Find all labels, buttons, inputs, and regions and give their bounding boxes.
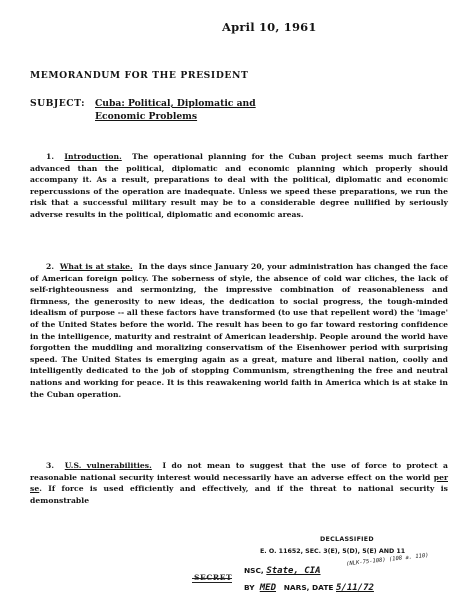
subject-label: SUBJECT: <box>30 98 85 109</box>
declassification-by-line <box>244 583 374 593</box>
paragraph-number: 2. <box>46 262 55 271</box>
paragraph-heading: What is at stake. <box>59 262 133 271</box>
subject-line-2: Economic Problems <box>95 111 198 122</box>
paragraph-us-vulnerabilities <box>30 460 448 506</box>
memo-title: MEMORANDUM FOR THE PRESIDENT <box>30 70 249 81</box>
paragraph-body: I do not mean to suggest that the use of force to protect a reasonable national security interest would necessarily have an adverse effect on the world <box>30 461 448 482</box>
paragraph-body-continued: . If force is used efficiently and effectively, and if the threat to national security is demonstrable <box>30 484 448 505</box>
paragraph-what-is-at-stake <box>30 261 448 400</box>
paragraph-introduction <box>30 151 448 221</box>
paragraph-heading: U.S. vulnerabilities. <box>64 461 152 470</box>
memo-date: April 10, 1961 <box>222 20 317 34</box>
handwritten-reference-note: (NLK-75-108) (108 a. 110) <box>345 552 429 568</box>
paragraph-number: 3. <box>46 461 55 470</box>
by-label: BY <box>244 583 255 592</box>
stamp-strikethrough-line <box>192 582 232 583</box>
declassification-agency-line <box>244 566 321 576</box>
agency-handwritten: State, CIA <box>266 566 321 576</box>
agency-prefix: NSC, <box>244 566 264 575</box>
paragraph-body: In the days since January 20, your administration has changed the face of American foreign policy. The soberness of style, the absence of cold war cliches, the lack of self-righteousness and sermonizing, the impressive combination of reasonableness and firmness, the generosity to new ideas, the dedication to social progress, the tough-minded idealism of purpose -- all these factors have transformed (to use that repellent word) the 'image' of the United States before the world. The result has been to go far toward restoring confidence in the intelligence, maturity and restraint of American leadership. People around the world have forgotten the muddling and moralizing conservatism of the Eisenhower period with surprising speed. The United States is emerging again as a great, mature and liberal nation, coolly and intelligently dedicated to the job of stopping Communism, strengthening the free and neutral nations and working for peace. It is this reawakening world faith in America which is at stake in the Cuban operation. <box>30 262 448 399</box>
paragraph-body: The operational planning for the Cuban project seems much farther advanced than the political, diplomatic and economic planning which properly should accompany it. As a result, preparations to deal with the political, diplomatic and economic repercussions of the operation are inadequate. Unless we speed these preparations, we run the risk that a successful military result may be to a considerable degree nullified by seriously adverse results in the political, diplomatic and economic areas. <box>30 152 449 219</box>
paragraph-emphasis: per se <box>30 472 448 494</box>
paragraph-heading: Introduction. <box>64 152 122 161</box>
subject-line-1: Cuba: Political, Diplomatic and <box>95 98 256 109</box>
declassified-title: DECLASSIFIED <box>320 536 374 543</box>
date-handwritten: 5/11/72 <box>336 583 374 593</box>
nars-date-label: NARS, DATE <box>283 583 334 592</box>
by-handwritten: MED <box>259 583 277 593</box>
stamp-strikethrough-line <box>192 578 232 579</box>
paragraph-number: 1. <box>46 152 55 161</box>
declassification-authority: E. O. 11652, SEC. 3(E), 5(D), 5(E) AND 11 <box>260 548 406 555</box>
